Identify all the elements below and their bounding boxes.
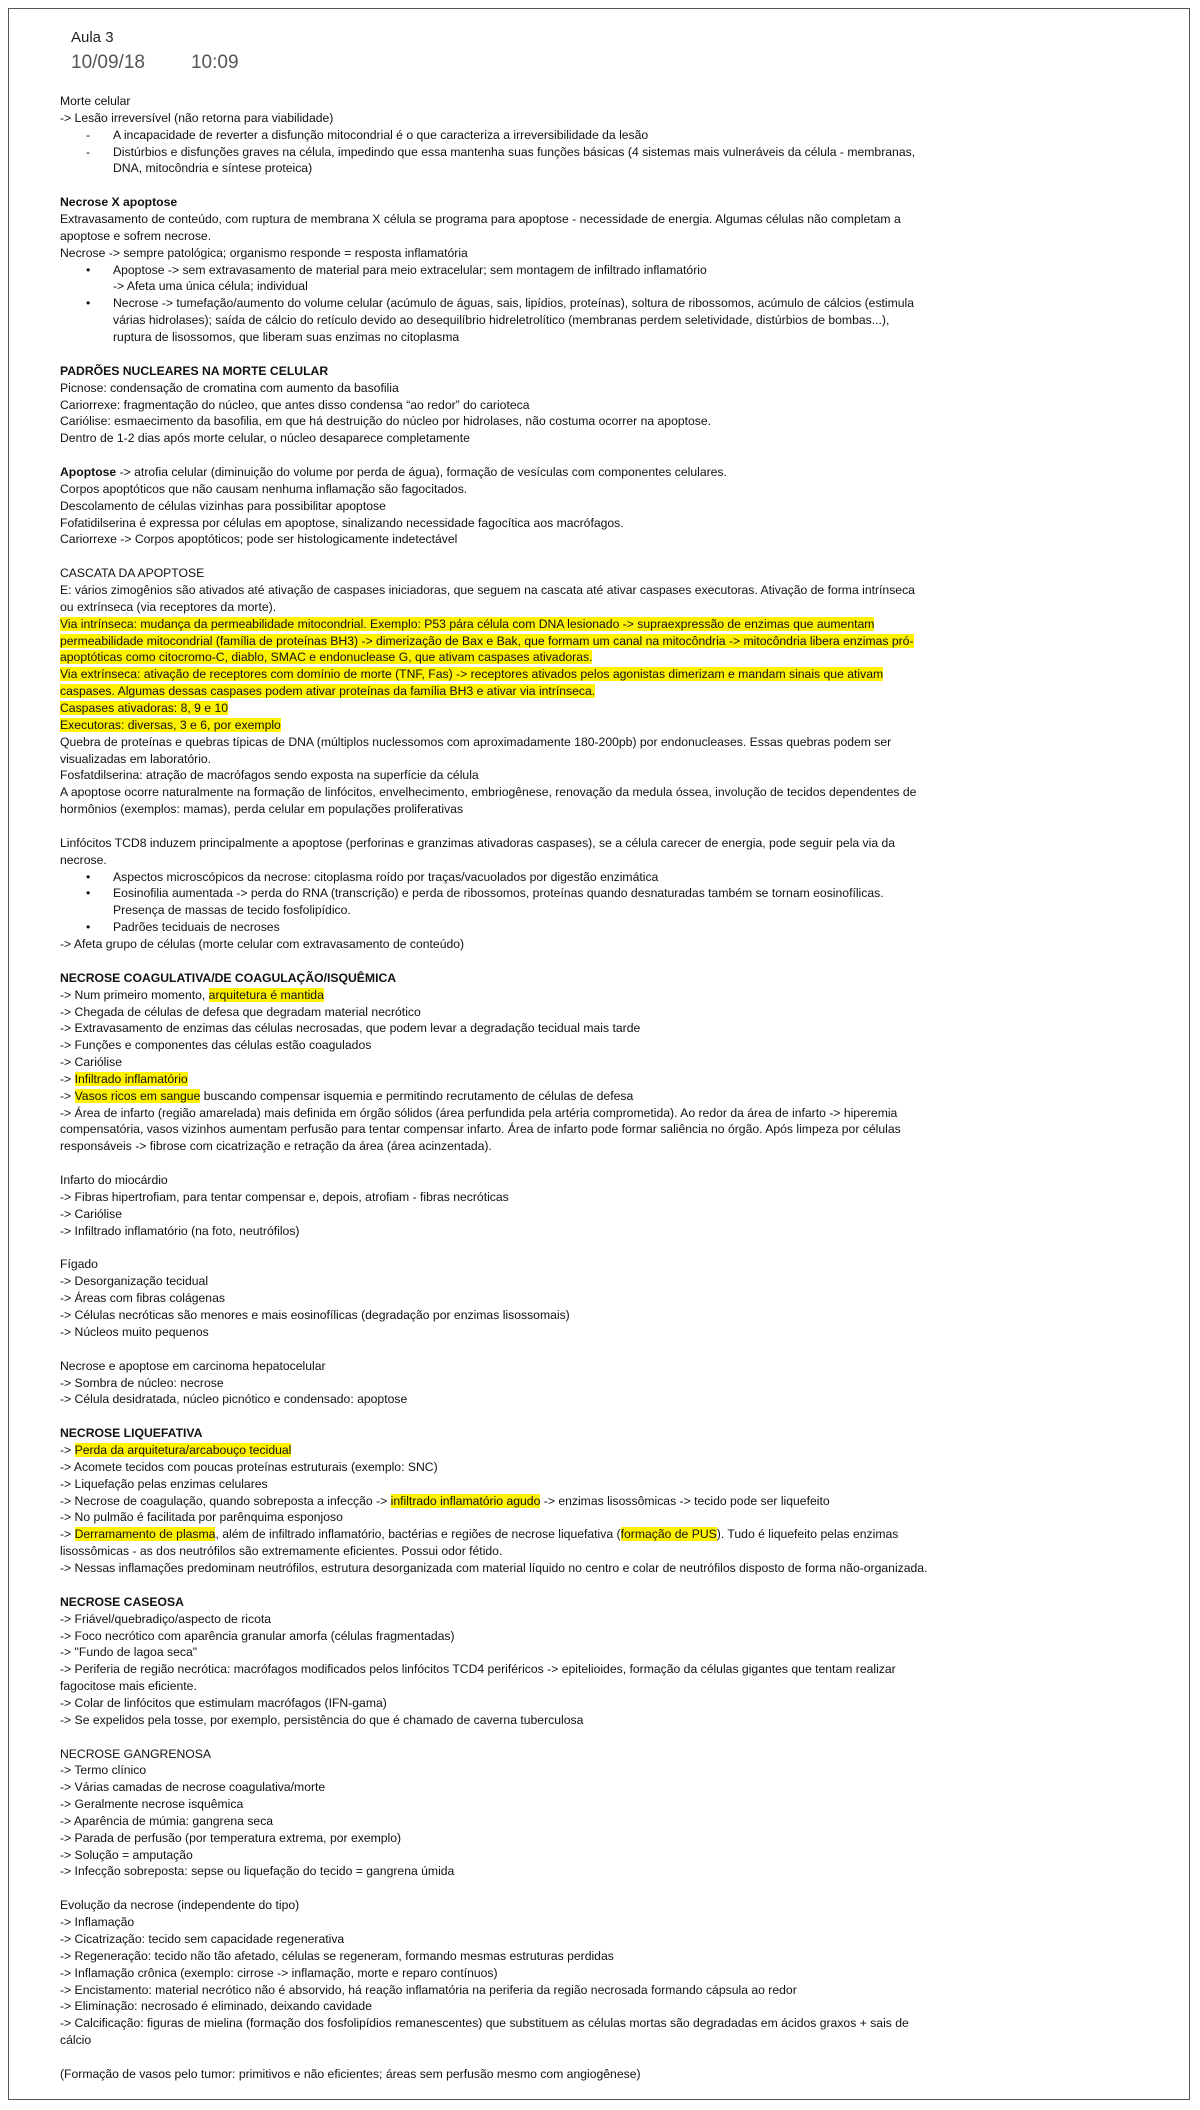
- list-item: • Necrose -> tumefação/aumento do volume celular (acúmulo de águas, sais, lipídios, proteínas), soltura de ribossomos, acúmulo de cálcios (estimula várias hidrolases); saída de cálcio do retículo devido ao desequilíbrio hidreletrolítico (membranas perdem seletividade, distúrbios de bombas...), ruptura de lisossomos, que liberam suas enzimas no citoplasma: [60, 295, 930, 346]
- paragraph: -> Áreas com fibras colágenas: [60, 1291, 225, 1306]
- paragraph: -> Solução = amputação: [60, 1847, 193, 1862]
- section-heading: NECROSE COAGULATIVA/DE COAGULAÇÃO/ISQUÊMICA: [60, 970, 397, 985]
- text-run: -> atrofia celular (diminuição do volume por perda de água), formação de vesículas com componentes celulares.: [116, 465, 727, 480]
- highlighted-text: Infiltrado inflamatório: [74, 1071, 188, 1086]
- note-title[interactable]: Aula 3: [71, 29, 114, 46]
- paragraph: -> "Fundo de lagoa seca": [60, 1645, 198, 1660]
- paragraph: -> Área de infarto (região amarelada) mais definida em órgão sólidos (área perfundida pela artéria comprometida). Ao redor da área de infarto -> hiperemia compensatória, vasos vizinhos aumentam perfusão para tentar compensar infarto. Área de infarto pode formar saliência no órgão. Após limpeza por células responsáveis -> fibrose com cicatrização e retração da área (área acinzentada).: [60, 1105, 901, 1154]
- note-header: [71, 29, 239, 74]
- paragraph: [60, 987, 930, 1004]
- paragraph: [60, 717, 930, 734]
- highlighted-text: Executoras: diversas, 3 e 6, por exemplo: [60, 717, 281, 732]
- paragraph: (Formação de vasos pelo tumor: primitivos e não eficientes; áreas sem perfusão mesmo com angiogênese): [60, 2066, 641, 2081]
- paragraph: [60, 1493, 930, 1510]
- section-heading: Necrose e apoptose em carcinoma hepatocelular: [60, 1358, 326, 1373]
- text-run: -> Num primeiro momento,: [60, 987, 209, 1002]
- text-run: ->: [60, 1088, 75, 1103]
- highlighted-text: Via extrínseca: ativação de receptores com domínio de morte (TNF, Fas) -> receptores ativados pelos agonistas dimerizam e mandam sinais que ativam caspases. Algumas dessas caspases podem ativar proteínas da família BH3 e ativar via intrínseca.: [60, 667, 884, 699]
- bullet-list: [60, 869, 930, 936]
- text-run: ->: [60, 1527, 75, 1542]
- section-heading: Morte celular: [60, 94, 131, 108]
- list-item-text: • Apoptose -> sem extravasamento de material para meio extracelular; sem montagem de infiltrado inflamatório: [113, 262, 707, 277]
- paragraph: Linfócitos TCD8 induzem principalmente a apoptose (perforinas e granzimas ativadoras caspases), se a célula carecer de energia, pode seguir pela via da necrose.: [60, 835, 896, 867]
- paragraph: -> Parada de perfusão (por temperatura extrema, por exemplo): [60, 1830, 402, 1845]
- bold-term: Apoptose: [60, 465, 117, 480]
- note-timestamp: [71, 52, 239, 74]
- paragraph: Corpos apoptóticos que não causam nenhuma inflamação são fagocitados.: [60, 481, 468, 496]
- note-body[interactable]: [60, 93, 930, 2083]
- list-item: - Distúrbios e disfunções graves na célula, impedindo que essa mantenha suas funções básicas (4 sistemas mais vulneráveis da célula - membranas, DNA, mitocôndria e síntese proteica): [60, 144, 930, 178]
- paragraph: -> Fibras hipertrofiam, para tentar compensar e, depois, atrofiam - fibras necróticas: [60, 1189, 509, 1204]
- dash-list: [60, 127, 930, 178]
- highlighted-text: Via intrínseca: mudança da permeabilidade mitocondrial. Exemplo: P53 pára célula com DNA lesionado -> supraexpressão de enzimas que aumentam permeabilidade mitocondrial (família de proteínas BH3) -> dimerização de Bax e Bak, que formam um canal na mitocôndria -> mitocôndria libera enzimas pró-apoptóticas como citocromo-C, diablo, SMAC e endonuclease G, que ativam caspases ativadoras.: [60, 616, 914, 665]
- paragraph: E: vários zimogênios são ativados até ativação de caspases iniciadoras, que seguem na cascata até ativar caspases executoras. Ativação de forma intrínseca ou extrínseca (via receptores da morte).: [60, 583, 915, 614]
- paragraph: -> Friável/quebradiço/aspecto de ricota: [60, 1611, 272, 1626]
- paragraph: -> Inflamação crônica (exemplo: cirrose -> inflamação, morte e reparo contínuos): [60, 1965, 498, 1980]
- highlighted-text: infiltrado inflamatório agudo: [390, 1493, 541, 1508]
- paragraph: Dentro de 1-2 dias após morte celular, o núcleo desaparece completamente: [60, 431, 470, 446]
- paragraph: Quebra de proteínas e quebras típicas de DNA (múltiplos nuclessomos com aproximadamente 180-200pb) por endonucleases. Essas quebras podem ser visualizadas em laboratório.: [60, 734, 892, 766]
- note-time: 10:09: [190, 52, 239, 73]
- paragraph: -> Periferia de região necrótica: macrófagos modificados pelos linfócitos TCD4 periféricos -> epitelioides, formação da células gigantes que tentam realizar fagocitose mais eficiente.: [60, 1662, 896, 1694]
- paragraph: -> Extravasamento de enzimas das células necrosadas, que podem levar a degradação tecidual mais tarde: [60, 1021, 641, 1036]
- paragraph: -> Aparência de múmia: gangrena seca: [60, 1813, 274, 1828]
- paragraph: Cariólise: esmaecimento da basofilia, em que há destruição do núcleo por hidrolases, não costuma ocorrer na apoptose.: [60, 414, 712, 429]
- paragraph: -> Termo clínico: [60, 1763, 147, 1778]
- paragraph: -> Colar de linfócitos que estimulam macrófagos (IFN-gama): [60, 1695, 387, 1710]
- paragraph: -> Chegada de células de defesa que degradam material necrótico: [60, 1004, 421, 1019]
- paragraph: -> Liquefação pelas enzimas celulares: [60, 1476, 268, 1491]
- text-run: ->: [60, 1443, 75, 1458]
- paragraph: -> No pulmão é facilitada por parênquima esponjoso: [60, 1510, 343, 1525]
- paragraph: -> Várias camadas de necrose coagulativa/morte: [60, 1780, 326, 1795]
- paragraph: -> Eliminação: necrosado é eliminado, deixando cavidade: [60, 1999, 372, 2014]
- list-item-text: -> Afeta uma única célula; individual: [113, 279, 308, 294]
- section-heading: CASCATA DA APOPTOSE: [60, 566, 205, 581]
- paragraph: -> Infecção sobreposta: sepse ou liquefação do tecido = gangrena úmida: [60, 1864, 455, 1879]
- paragraph: A apoptose ocorre naturalmente na formação de linfócitos, envelhecimento, embriogênese, renovação da medula óssea, involução de tecidos dependentes de hormônios (exemplos: mamas), perda celular em populações proliferativas: [60, 785, 917, 817]
- paragraph: -> Infiltrado inflamatório (na foto, neutrófilos): [60, 1223, 300, 1238]
- section-heading: Infarto do miocárdio: [60, 1173, 168, 1188]
- bullet-list: [60, 262, 930, 346]
- paragraph: -> Desorganização tecidual: [60, 1274, 209, 1289]
- paragraph: [60, 1526, 930, 1560]
- paragraph: Extravasamento de conteúdo, com ruptura de membrana X célula se programa para apoptose - necessidade de energia. Algumas células não completam a apoptose e sofrem necrose.: [60, 212, 901, 243]
- paragraph: Picnose: condensação de cromatina com aumento da basofilia: [60, 380, 399, 395]
- paragraph: -> Nessas inflamações predominam neutrófilos, estrutura desorganizada com material líquido no centro e colar de neutrófilos disposto de forma não-organizada.: [60, 1560, 928, 1575]
- paragraph: -> Cicatrização: tecido sem capacidade regenerativa: [60, 1932, 345, 1946]
- paragraph: Fofatidilserina é expressa por células em apoptose, sinalizando necessidade fagocítica aos macrófagos.: [60, 515, 624, 530]
- paragraph: -> Acomete tecidos com poucas proteínas estruturais (exemplo: SNC): [60, 1459, 438, 1474]
- paragraph: -> Se expelidos pela tosse, por exemplo, persistência do que é chamado de caverna tuberculosa: [60, 1712, 584, 1727]
- paragraph: -> Foco necrótico com aparência granular amorfa (células fragmentadas): [60, 1628, 455, 1643]
- paragraph: [60, 1071, 930, 1088]
- highlighted-text: Derramamento de plasma: [74, 1527, 216, 1542]
- paragraph: -> Lesão irreversível (não retorna para viabilidade): [60, 110, 334, 125]
- highlighted-text: arquitetura é mantida: [208, 987, 324, 1002]
- section-heading: PADRÕES NUCLEARES NA MORTE CELULAR: [60, 363, 329, 378]
- section-heading: NECROSE GANGRENOSA: [60, 1746, 212, 1761]
- paragraph: -> Núcleos muito pequenos: [60, 1324, 209, 1339]
- text-run: ->: [60, 1071, 75, 1086]
- paragraph: [60, 616, 930, 667]
- paragraph: Necrose -> sempre patológica; organismo responde = resposta inflamatória: [60, 245, 468, 260]
- highlighted-text: Caspases ativadoras: 8, 9 e 10: [60, 701, 229, 715]
- paragraph: Cariorrexe -> Corpos apoptóticos; pode ser histologicamente indetectável: [60, 532, 458, 547]
- paragraph: -> Encistamento: material necrótico não é absorvido, há reação inflamatória na periferia da região necrosada formando cápsula ao redor: [60, 1982, 797, 1997]
- list-item: • Eosinofilia aumentada -> perda do RNA (transcrição) e perda de ribossomos, proteínas quando desnaturadas também se tornam eosinofílicas. Presença de massas de tecido fosfolipídico.: [60, 885, 930, 919]
- paragraph: -> Calcificação: figuras de mielina (formação dos fosfolipídios remanescentes) que substituem as células mortas são degradadas em ácidos graxos + sais de cálcio: [60, 2016, 909, 2048]
- list-item: • Aspectos microscópicos da necrose: citoplasma roído por traças/vacuolados por digestão enzimática: [60, 869, 930, 886]
- paragraph: Fosfatdilserina: atração de macrófagos sendo exposta na superfície da célula: [60, 768, 479, 783]
- text-run: -> Necrose de coagulação, quando sobreposta a infecção ->: [60, 1493, 391, 1508]
- paragraph: -> Afeta grupo de células (morte celular com extravasamento de conteúdo): [60, 936, 465, 951]
- paragraph: Cariorrexe: fragmentação do núcleo, que antes disso condensa “ao redor” do carioteca: [60, 397, 530, 412]
- paragraph: -> Funções e componentes das células estão coagulados: [60, 1038, 372, 1053]
- paragraph: -> Cariólise: [60, 1206, 122, 1221]
- paragraph: -> Cariólise: [60, 1055, 122, 1070]
- paragraph: [60, 464, 930, 481]
- text-run: , além de infiltrado inflamatório, bactérias e regiões de necrose liquefativa (: [215, 1527, 621, 1542]
- paragraph: -> Células necróticas são menores e mais eosinofílicas (degradação por enzimas lisossomais): [60, 1308, 570, 1322]
- list-item: - A incapacidade de reverter a disfunção mitocondrial é o que caracteriza a irreversibilidade da lesão: [60, 127, 930, 144]
- paragraph: [60, 700, 930, 717]
- section-heading: NECROSE CASEOSA: [60, 1594, 184, 1609]
- highlighted-text: formação de PUS: [620, 1527, 717, 1542]
- text-run: ). Tudo é liquefeito pelas enzimas lisossômicas - as dos neutrófilos são extremamente eficientes. Possui odor fétido.: [60, 1527, 899, 1559]
- paragraph: -> Sombra de núcleo: necrose: [60, 1375, 224, 1390]
- section-heading: Necrose X apoptose: [60, 195, 178, 210]
- highlighted-text: Perda da arquitetura/arcabouço tecidual: [74, 1443, 292, 1458]
- section-heading: NECROSE LIQUEFATIVA: [60, 1426, 203, 1441]
- paragraph: Descolamento de células vizinhas para possibilitar apoptose: [60, 498, 386, 513]
- paragraph: [60, 1442, 930, 1459]
- section-heading: Evolução da necrose (independente do tipo): [60, 1898, 300, 1913]
- paragraph: [60, 1088, 930, 1105]
- section-heading: Fígado: [60, 1257, 98, 1272]
- paragraph: [60, 666, 930, 700]
- text-run: buscando compensar isquemia e permitindo recrutamento de células de defesa: [200, 1088, 634, 1103]
- text-run: -> enzimas lisossômicas -> tecido pode ser liquefeito: [540, 1493, 830, 1508]
- paragraph: -> Inflamação: [60, 1915, 135, 1930]
- list-item: • Padrões teciduais de necroses: [60, 919, 930, 936]
- paragraph: -> Regeneração: tecido não tão afetado, células se regeneram, formando mesmas estruturas perdidas: [60, 1948, 614, 1963]
- paragraph: -> Geralmente necrose isquêmica: [60, 1797, 244, 1812]
- paragraph: -> Célula desidratada, núcleo picnótico e condensado: apoptose: [60, 1392, 408, 1407]
- highlighted-text: Vasos ricos em sangue: [74, 1088, 201, 1103]
- note-date: 10/09/18: [71, 52, 145, 73]
- list-item: [60, 262, 930, 296]
